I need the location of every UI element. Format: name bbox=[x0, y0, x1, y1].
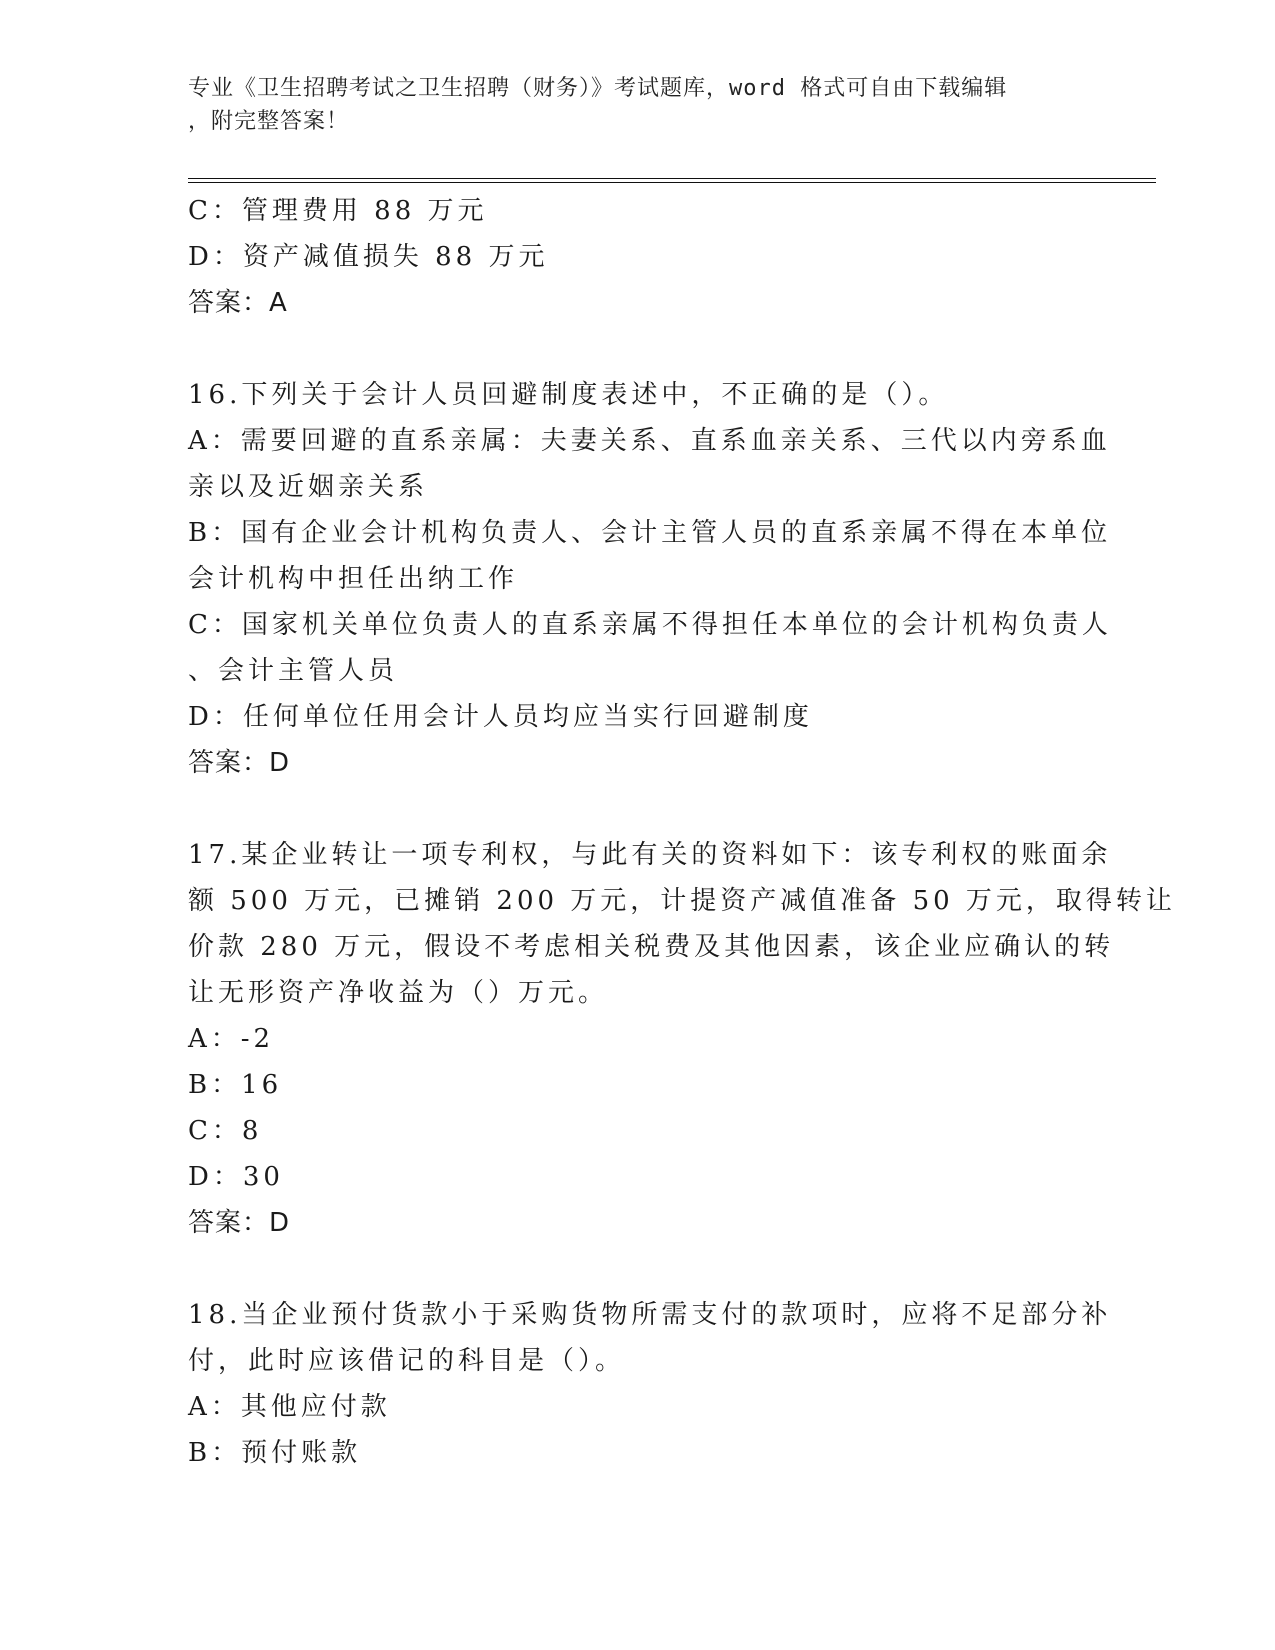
q18-option-a: A：其他应付款 bbox=[188, 1392, 391, 1422]
prev-answer: 答案：A bbox=[188, 288, 288, 318]
q17-option-a: A：-2 bbox=[188, 1024, 275, 1054]
q16-option-a-line2: 亲以及近姻亲关系 bbox=[188, 472, 429, 502]
q16-stem: 16.下列关于会计人员回避制度表述中，不正确的是（）。 bbox=[188, 380, 949, 410]
q16-option-b-line2: 会计机构中担任出纳工作 bbox=[188, 564, 519, 594]
spacer bbox=[188, 786, 1088, 832]
q17-option-c: C：8 bbox=[188, 1116, 263, 1146]
q17-answer: 答案：D bbox=[188, 1208, 291, 1238]
q17-stem-line4: 让无形资产净收益为（）万元。 bbox=[188, 978, 609, 1008]
q17-option-b: B：16 bbox=[188, 1070, 283, 1100]
q16-option-c-line2: 、会计主管人员 bbox=[188, 656, 399, 686]
header-line-1: 专业《卫生招聘考试之卫生招聘（财务）》考试题库，word 格式可自由下载编辑 bbox=[188, 76, 1008, 101]
q16-option-d: D：任何单位任用会计人员均应当实行回避制度 bbox=[188, 702, 813, 732]
q17-option-d: D：30 bbox=[188, 1162, 284, 1192]
document-header bbox=[188, 72, 1088, 138]
spacer bbox=[188, 326, 1088, 372]
q16-option-c-line1: C：国家机关单位负责人的直系亲属不得担任本单位的会计机构负责人 bbox=[188, 610, 1112, 640]
q17-stem-line3: 价款 280 万元，假设不考虑相关税费及其他因素，该企业应确认的转 bbox=[188, 932, 1115, 962]
q16-option-a-line1: A：需要回避的直系亲属：夫妻关系、直系血亲关系、三代以内旁系血 bbox=[188, 426, 1111, 456]
spacer bbox=[188, 1246, 1088, 1292]
question-content bbox=[188, 188, 1176, 1476]
header-line-2: ，附完整答案！ bbox=[188, 109, 350, 134]
q17-stem-line1: 17.某企业转让一项专利权，与此有关的资料如下：该专利权的账面余 bbox=[188, 840, 1112, 870]
q18-stem-line2: 付，此时应该借记的科目是（）。 bbox=[188, 1346, 626, 1376]
q18-option-b: B：预付账款 bbox=[188, 1438, 362, 1468]
q16-answer: 答案：D bbox=[188, 748, 291, 778]
q16-option-b-line1: B：国有企业会计机构负责人、会计主管人员的直系亲属不得在本单位 bbox=[188, 518, 1112, 548]
prev-option-d: D：资产减值损失 88 万元 bbox=[188, 242, 549, 272]
q18-stem-line1: 18.当企业预付货款小于采购货物所需支付的款项时，应将不足部分补 bbox=[188, 1300, 1112, 1330]
header-double-rule bbox=[188, 178, 1156, 183]
prev-option-c: C：管理费用 88 万元 bbox=[188, 196, 488, 226]
q17-stem-line2: 额 500 万元，已摊销 200 万元，计提资产减值准备 50 万元，取得转让 bbox=[188, 886, 1176, 916]
